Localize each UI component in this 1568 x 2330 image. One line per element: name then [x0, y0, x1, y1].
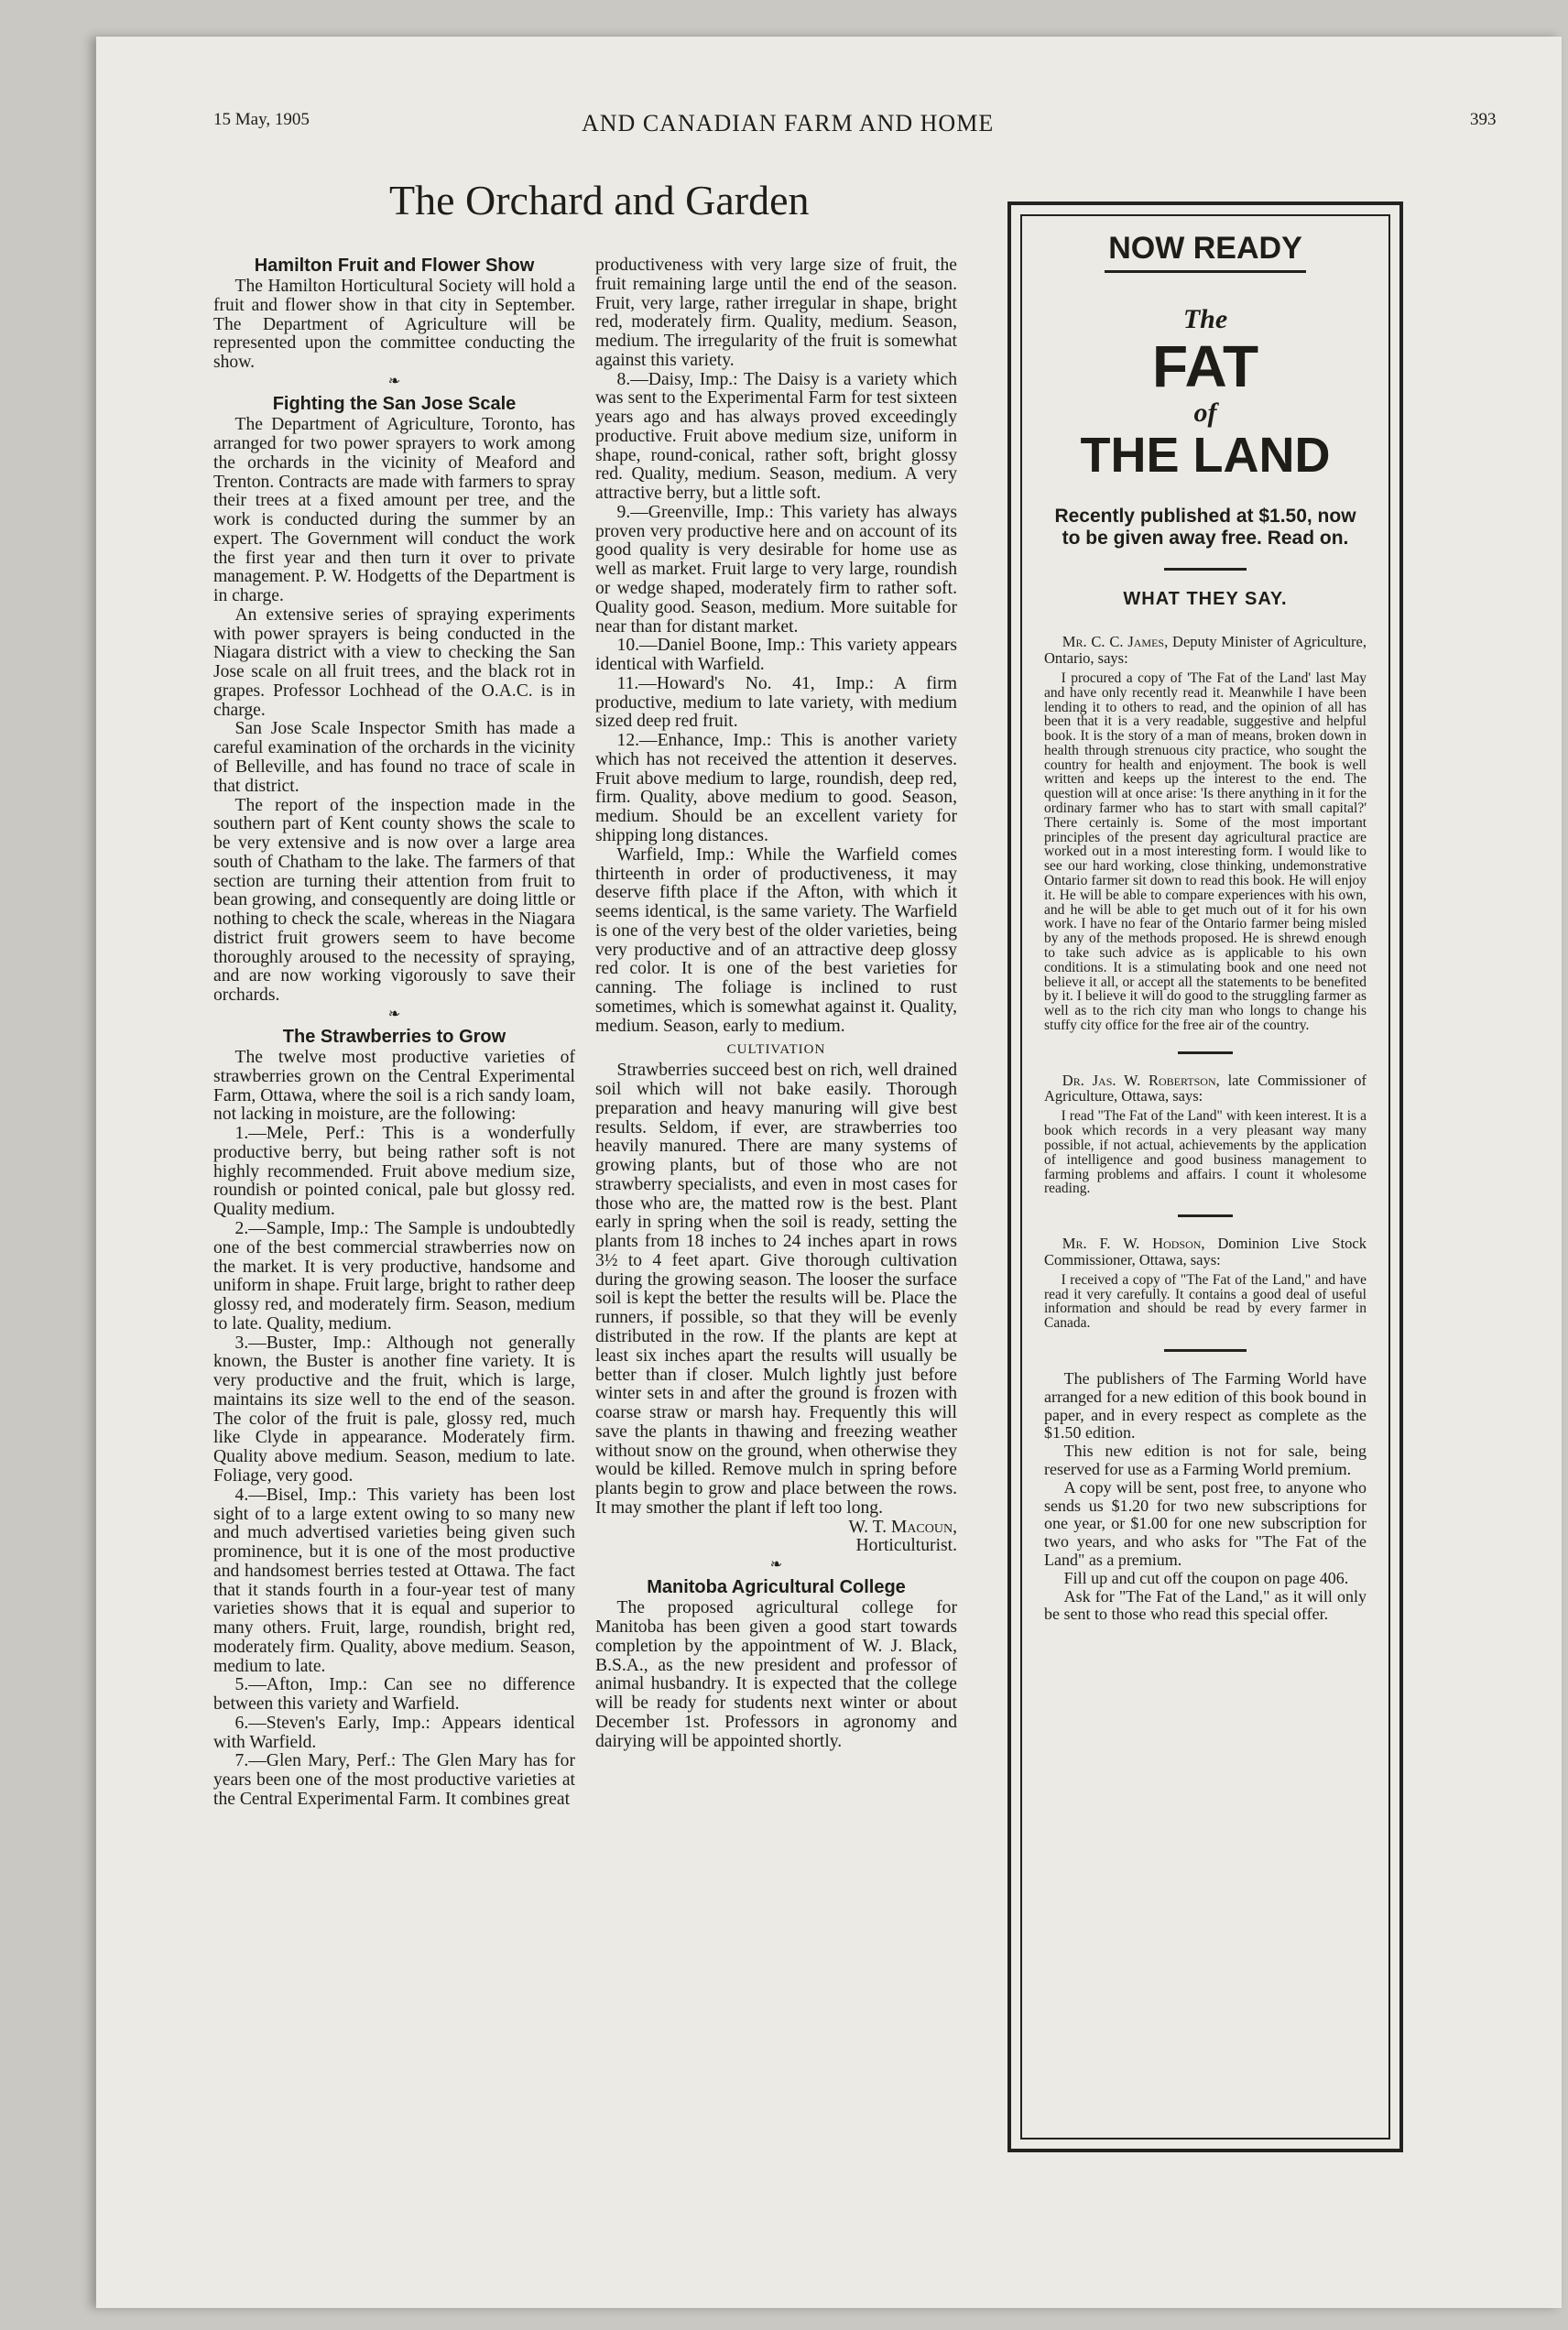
variety-entry: 3.—Buster, Imp.: Although not generally known, the Buster is another fine variety. It is very productive and the fruit, which is large, maintains its size well to the end of the season. The color of the fruit is pale, glossy red, much like Clyde in appearance. Moderately firm. Quality above medium. Season, medium to late. Foliage, very good. [213, 1333, 575, 1486]
ad-title-the: The [1182, 304, 1228, 334]
variety-entry: 4.—Bisel, Imp.: This variety has been lost sight of to a large extent owing to so many new and much advertised varieties being given such prominence, but it is one of the most productive and handsomest berries tested at Ottawa. The fact that it stands fourth in a four-year test of many varieties shows that it is equal and superior to many others. Fruit, large, roundish, bright red, moderately firm. Quality, above medium. Season, medium to late. [213, 1485, 575, 1676]
variety-entry: 2.—Sample, Imp.: The Sample is undoubtedly one of the best commercial strawberries now on the market. It is very productive, handsome and uniform in shape. Fruit large, bright to rather deep glossy red, and moderately firm. Season, medium to late. Quality, medium. [213, 1219, 575, 1334]
ornament-icon: ❧ [387, 1006, 401, 1022]
variety-entry: 8.—Daisy, Imp.: The Daisy is a variety which was sent to the Experimental Farm for test sixteen years ago and has always proved exceedingly productive. Fruit above medium size, uniform in shape, round-conical, rather soft, bright glossy red. Quality, medium. Season, medium. A very attractive berry, but a little soft. [595, 369, 957, 504]
offer-paragraph: The publishers of The Farming World have arranged for a new edition of this book bound in paper, and in every respect as complete as the $1.50 edition. [1044, 1369, 1367, 1443]
paragraph: The Department of Agriculture, Toronto, has arranged for two power sprayers to work among the orchards in the vicinity of Meaford and Trenton. Contracts are made with farmers to spray their trees at a fixed amount per tree, and the work is conducted during the summer by an expert. The Government will conduct the work the first year and then turn it over to private management. P. W. Hodgetts of the Department is in charge. [213, 415, 575, 606]
variety-entry: 9.—Greenville, Imp.: This variety has always proven very productive here and on account of its good quality is very desirable for home use as well as market. Fruit large to very large, roundish or wedge shaped, moderately firm to rather soft. Quality good. Season, medium. More suitable for near than for distant market. [595, 502, 957, 637]
variety-entry: 12.—Enhance, Imp.: This is another variety which has not received the attention it deserves. Fruit above medium to large, roundish, deep red, firm. Quality, above medium to good. Season, medium. Should be an excellent variety for shipping long distances. [595, 731, 957, 845]
variety-entry: 10.—Daniel Boone, Imp.: This variety appears identical with Warfield. [595, 636, 957, 675]
testimonial-quote: I procured a copy of 'The Fat of the Land' last May and have only recently read it. Meanwhile I have been lending it to others to read, and the opinion of all has been that it is a very readable, suggestive and helpful book. It is the story of a man of means, broken down in health through strenuous city practice, who sought the country for health and enjoyment. The book is well written and keeps up the interest to the end. The question will at once arise: 'Is there anything in it for the ordinary farmer who has to start with small capital?' There certainly is. Some of the most important principles of the present day agricultural practice are worked out in a most interesting form. I would like to see our hard working, close thinking, undemonstrative Ontario farmer sit down to read this book. He will enjoy it. He will be able to compare experiences with his own, and he will be able to get much out of it for his own work. I have no fear of the Ontario farmer being misled by any of the methods proposed. He is shrewd enough to take such advice as is applicable to his own conditions. It is a stimulating book and one need not believe it all, or accept all the statements to be benefited by it. I believe it will do good to the struggling farmer as well as to the rich city man who longs to change his stuffy city office for the free air of the country. [1044, 670, 1367, 1034]
offer-text [1044, 1370, 1367, 1624]
advertisement-inner [1020, 214, 1390, 2139]
signature-name: W. T. Macoun, [848, 1517, 957, 1537]
offer-paragraph: This new edition is not for sale, being reserved for use as a Farming World premium. [1044, 1442, 1367, 1479]
ad-title-fat: FAT [1151, 333, 1259, 399]
column-left [213, 256, 575, 1810]
magazine-page [96, 37, 1562, 2308]
heading-manitoba: Manitoba Agricultural College [647, 1577, 906, 1598]
ad-promo: Recently published at $1.50, now to be given away free. Read on. [1054, 506, 1356, 550]
divider [1164, 1349, 1247, 1352]
advertisement-box [1007, 201, 1403, 2152]
issue-date: 15 May, 1905 [213, 110, 310, 129]
testimonial-name: Mr. F. W. Hodson [1062, 1235, 1202, 1253]
heading-hamilton: Hamilton Fruit and Flower Show [254, 256, 535, 276]
ornament-icon: ❧ [387, 374, 401, 390]
testimonial-3 [1044, 1236, 1367, 1331]
signature-title: Horticulturist. [855, 1536, 957, 1556]
variety-entry: Warfield, Imp.: While the Warfield comes thirteenth in order of productiveness, it may deserve fifth place if the Afton, with which it seems identical, is the same variety. The Warfield is one of the very best of the older varieties, being very productive and of an attractive deep glossy red color. It is one of the best varieties for canning. The foliage is inclined to rust sometimes, which is somewhat against it. Quality, medium. Season, early to medium. [595, 844, 957, 1036]
testimonial-quote: I received a copy of "The Fat of the Land," and have read it very carefully. It contains a good deal of useful information and should be read by every farmer in Canada. [1044, 1271, 1367, 1332]
testimonial-2 [1044, 1072, 1367, 1196]
running-header: AND CANADIAN FARM AND HOME [582, 110, 995, 136]
testimonial-name: Dr. Jas. W. Robertson [1062, 1071, 1216, 1089]
testimonial-1 [1044, 634, 1367, 1033]
testimonial-intro: Mr. C. C. James, Deputy Minister of Agriculture, Ontario, says: [1044, 633, 1367, 667]
offer-paragraph: Ask for "The Fat of the Land," as it will only be sent to those who read this special offer. [1044, 1586, 1367, 1624]
paragraph: The Hamilton Horticultural Society will hold a fruit and flower show in that city in September. The Department of Agriculture will be represented upon the committee conducting the show. [213, 277, 575, 373]
variety-entry: 5.—Afton, Imp.: Can see no difference between this variety and Warfield. [213, 1675, 575, 1715]
heading-strawberries: The Strawberries to Grow [282, 1026, 506, 1047]
ad-title-of: of [1193, 397, 1217, 428]
column-middle [595, 256, 957, 1752]
paragraph: productiveness with very large size of fruit, the fruit remaining large until the end of the season. Fruit, very large, rather irregular in shape, bright red, moderately firm. Quality, medium. Season, medium. The irregularity of the fruit is somewhat against this variety. [595, 256, 957, 370]
testimonial-intro: Dr. Jas. W. Robertson, late Commissioner of Agriculture, Ottawa, says: [1044, 1071, 1367, 1105]
divider [1178, 1214, 1233, 1217]
heading-san-jose: Fighting the San Jose Scale [272, 394, 517, 415]
paragraph: An extensive series of spraying experiments with power sprayers is being conducted in the Niagara district with a view to checking the San Jose scale on all fruit trees, and the black rot in grapes. Professor Lochhead of the O.A.C. is in charge. [213, 604, 575, 720]
variety-entry: 7.—Glen Mary, Perf.: The Glen Mary has for years been one of the most productive varieties at the Central Experimental Farm. It combines great [213, 1751, 575, 1809]
paragraph: The proposed agricultural college for Manitoba has been given a good start towards completion by the appointment of W. J. Black, B.S.A., as the new president and professor of animal husbandry. It is expected that the college will be ready for students next winter or about December 1st. Professors in agronomy and dairying will be appointed shortly. [595, 1598, 957, 1751]
heading-cultivation: CULTIVATION [726, 1042, 826, 1058]
paragraph: San Jose Scale Inspector Smith has made a careful examination of the orchards in the vicinity of Belleville, and has found no trace of scale in that district. [213, 719, 575, 796]
divider [1178, 1051, 1233, 1054]
offer-paragraph: A copy will be sent, post free, to anyone who sends us $1.20 for two new subscriptions for one year, or $1.00 for one new subscription for two years, and who asks for "The Fat of the Land" as a premium. [1044, 1477, 1367, 1570]
testimonial-quote: I read "The Fat of the Land" with keen interest. It is a book which records in a very pleasant way many possible, if not actual, achievements by the application of intelligence and good business management to farming problems and affairs. I count it wholesome reading. [1044, 1108, 1367, 1197]
paragraph: Strawberries succeed best on rich, well drained soil which will not bake easily. Thorough preparation and heavy manuring will give best results. Seldom, if ever, are strawberries too heavily manured. There are many systems of growing plants, but of those who are not strawberry specialists, and even in most cases for those who are, the matted row is the best. Plant early in spring when the soil is ready, setting the plants from 18 inches to 24 inches apart in rows 3½ to 4 feet apart. Give thorough cultivation during the growing season. The looser the surface soil is kept the better the results will be. Place the runners, if possible, so that they will be evenly distributed in the row. If the plants are kept at least six inches apart the results will usually be better than if closer. Mulch lightly just before winter sets in and after the ground is frozen with coarse straw or marsh hay. Frequently this will save the plants in thawing and freezing weather without snow on the ground, when otherwise they would be killed. Remove mulch in spring before plants begin to grow and place between the rows. It may smother the plant if left too long. [595, 1061, 957, 1518]
divider [1164, 568, 1247, 571]
testimonial-name: Mr. C. C. James [1062, 633, 1165, 651]
variety-entry: 11.—Howard's No. 41, Imp.: A firm productive, medium to late variety, with medium sized deep red fruit. [595, 673, 957, 732]
ad-title-land: THE LAND [1080, 428, 1331, 483]
ornament-icon: ❧ [769, 1557, 783, 1573]
paragraph: The report of the inspection made in the southern part of Kent county shows the scale to be very extensive and is now over a large area south of Chatham to the lake. The farmers of that section are turning their attention from fruit to bean growing, and consequently are doing little or nothing to check the scale, whereas in the Niagara district fruit growers seem to have become thoroughly aroused to the necessity of spraying, and are now working vigorously to save their orchards. [213, 795, 575, 1006]
testimonial-intro: Mr. F. W. Hodson, Dominion Live Stock Commissioner, Ottawa, says: [1044, 1235, 1367, 1268]
ad-what-they-say: WHAT THEY SAY. [1123, 589, 1288, 610]
paragraph: The twelve most productive varieties of strawberries grown on the Central Experimental Farm, Ottawa, where the soil is a rich sandy loam, not lacking in moisture, are the following: [213, 1048, 575, 1125]
ad-now-ready: NOW READY [1105, 231, 1306, 273]
offer-paragraph: Fill up and cut off the coupon on page 406. [1063, 1568, 1349, 1587]
section-title: The Orchard and Garden [389, 177, 810, 223]
page-number: 393 [1470, 110, 1497, 129]
variety-entry: 6.—Steven's Early, Imp.: Appears identical with Warfield. [213, 1713, 575, 1752]
variety-entry: 1.—Mele, Perf.: This is a wonderfully productive berry, but being rather soft is not highly recommended. Fruit above medium size, roundish or pointed conical, pale but glossy red. Quality medium. [213, 1124, 575, 1220]
